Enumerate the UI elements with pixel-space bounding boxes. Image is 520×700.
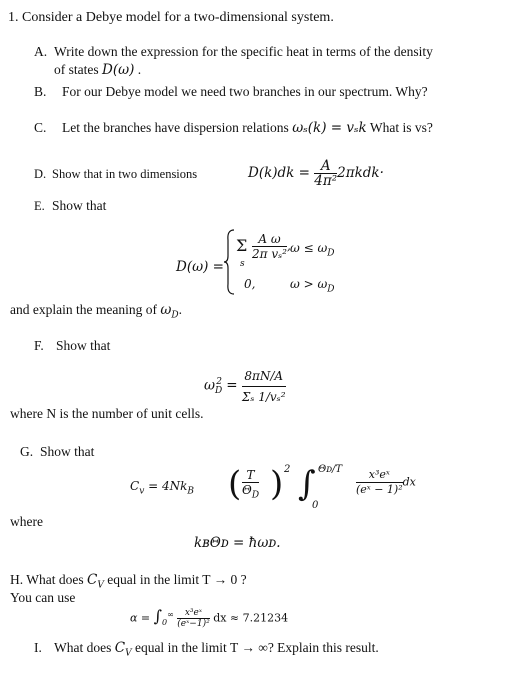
part-e-comma: , (286, 239, 291, 253)
part-h-integral: ∫ (153, 606, 162, 626)
part-g-mid: = 4Nk (148, 479, 188, 493)
part-a-label: A. (34, 44, 48, 59)
part-g-label: G. (20, 444, 34, 459)
part-a-end: . (137, 62, 142, 77)
part-g-dx: dx (402, 475, 416, 489)
part-i-cv-sub: V (125, 648, 132, 659)
part-c-dispersion: ωₛ(k) = vₛk (292, 120, 367, 136)
part-e-text: Show that (52, 198, 107, 213)
part-f-eq: = (226, 377, 238, 394)
part-h-num: x³eˣ (177, 608, 209, 619)
part-d-lhs: D(k)dk = (248, 165, 310, 181)
part-b-label: B. (34, 84, 47, 99)
part-h-alpha: α = (130, 611, 151, 625)
part-e-sum-index: s (240, 259, 245, 269)
part-i-text: What does (54, 640, 112, 655)
part-i-cv: C (114, 640, 126, 656)
part-a-math: D(ω) (102, 62, 135, 78)
part-g-int-upper: Θᴅ/T (318, 464, 343, 475)
part-e-brace (222, 228, 236, 296)
part-d-den: 4π² (314, 173, 338, 189)
part-e-lhs: D(ω) = (176, 259, 224, 275)
part-e-zero: 0, (244, 277, 256, 291)
part-c-label: C. (34, 120, 47, 135)
part-i-end: equal in the limit T → ∞? Explain this result. (134, 640, 379, 655)
part-a-line1: Write down the expression for the specific heat in terms of the density (54, 44, 433, 59)
part-d-end: · (379, 165, 384, 181)
part-g-int-lower: 0 (312, 500, 319, 511)
part-h-text-end: equal in the limit T → 0 ? (107, 572, 247, 587)
part-h-cv-sub: V (97, 580, 104, 591)
part-g-lhs (130, 478, 194, 499)
part-f-lhs-sub: D (215, 386, 223, 397)
part-f-label: F. (34, 338, 44, 353)
part-g-relation: kʙΘᴅ = ħωᴅ. (194, 535, 281, 551)
part-g-lhs-c: C (130, 479, 140, 493)
part-e-label: E. (34, 199, 45, 213)
part-e-cond1: ω ≤ ω (290, 241, 328, 255)
part-h-approx: dx ≈ 7.21234 (213, 611, 289, 625)
part-h-line2: You can use (10, 590, 76, 605)
part-e-explain-sub: D (171, 310, 179, 321)
part-d-num: A (314, 159, 337, 174)
part-f-text: Show that (56, 338, 111, 353)
part-h-int-lower: 0 (162, 617, 168, 627)
part-f-den: Σₛ 1/vₛ² (241, 389, 286, 404)
part-f-where: where N is the number of unit cells. (10, 406, 204, 421)
part-d-fraction (314, 159, 337, 188)
part-h-text: H. What does (10, 572, 84, 587)
part-c-end: What is vs? (369, 120, 433, 135)
part-a-line2-text: of states (54, 62, 99, 77)
part-g-paren-right: ) (270, 464, 284, 504)
part-e-explain (10, 302, 182, 324)
part-g-ratio-den-wrap (242, 483, 259, 502)
part-h-den: (eˣ−1)² (177, 619, 210, 630)
part-e-cond2: ω > ω (290, 277, 328, 291)
part-i-label: I. (34, 640, 42, 655)
part-d-equation (248, 158, 384, 188)
part-g-integrand (356, 468, 416, 497)
part-f-lhs: ω (204, 377, 216, 394)
question-1-heading: 1. Consider a Debye model for a two-dimensional system. (8, 10, 334, 25)
part-i-line (54, 640, 379, 662)
part-c-line (62, 120, 433, 136)
part-e-cond1-sub: D (327, 248, 335, 259)
part-h-alpha-equation (130, 604, 288, 634)
part-h-fraction (177, 608, 209, 629)
part-g-mid-sub: B (187, 486, 195, 497)
part-e-fraction (252, 232, 291, 261)
part-g-ratio-den-sub: D (251, 490, 260, 501)
part-g-power: 2 (284, 464, 291, 475)
part-d-label: D. (34, 167, 47, 181)
part-d-rhs: 2πkdk (337, 165, 380, 181)
part-f-equation (204, 362, 286, 411)
part-g-text: Show that (40, 444, 95, 459)
part-g-paren-left: ( (228, 464, 242, 504)
part-e-sum: Σ (236, 236, 248, 255)
part-e-num: A ω (252, 232, 287, 247)
part-e-condition-1 (290, 240, 334, 261)
part-g-integral: ∫ (298, 464, 316, 504)
part-g-int-num: x³eˣ (356, 468, 403, 483)
part-g-ratio-num: T (242, 468, 259, 483)
part-f-fraction (242, 369, 286, 404)
part-f-num: 8πN/A (242, 369, 286, 387)
part-e-den: 2π vₛ² (252, 247, 287, 261)
part-e-cond2-sub: D (327, 284, 335, 295)
part-g-ratio-den: Θ (242, 483, 252, 497)
part-a-line2 (54, 62, 141, 78)
part-f-lhs-sup: 2 (216, 377, 222, 387)
part-g-int-den: (eˣ − 1)² (356, 483, 403, 496)
part-g-ratio (242, 468, 259, 502)
part-c-text: Let the branches have dispersion relations (62, 120, 289, 135)
part-h-cv: C (87, 572, 98, 588)
part-d-text: Show that in two dimensions (52, 167, 198, 181)
part-b-text: For our Debye model we need two branches in our spectrum. Why? (62, 84, 428, 99)
part-e-explain-omega: ω (160, 302, 172, 318)
part-e-condition-2 (290, 276, 334, 297)
part-g-where: where (10, 514, 43, 529)
part-g-lhs-sub: v (139, 486, 145, 497)
part-e-explain-end: . (178, 302, 182, 317)
part-h-int-upper: ∞ (167, 610, 174, 619)
part-e-explain-text: and explain the meaning of (10, 302, 157, 317)
